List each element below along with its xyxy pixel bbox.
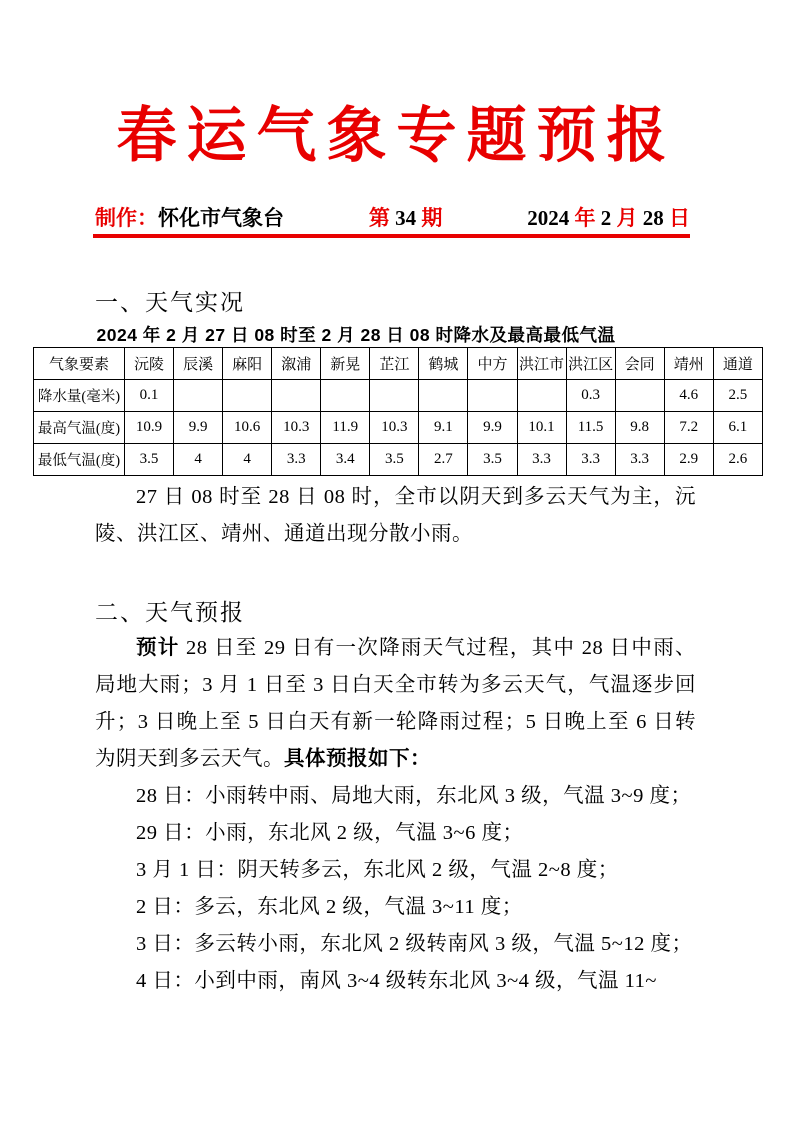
section1-heading: 一、天气实况 — [95, 289, 245, 315]
table-row — [34, 444, 763, 476]
table-header-row — [34, 348, 763, 380]
table-cell: 3.5 — [125, 444, 174, 476]
table-row — [34, 412, 763, 444]
table-cell: 2.9 — [664, 444, 713, 476]
table-cell — [370, 380, 419, 412]
date-part: 2024 — [527, 206, 575, 230]
table-title: 2024 年 2 月 27 日 08 时至 2 月 28 日 08 时降水及最高最低气温 — [96, 325, 616, 345]
table-cell: 3.4 — [321, 444, 370, 476]
row-label-cell: 降水量(毫米) — [34, 380, 125, 412]
row-label-cell: 最低气温(度) — [34, 444, 125, 476]
table-cell: 4 — [223, 444, 272, 476]
table-cell: 2.6 — [713, 444, 762, 476]
table-header-cell: 麻阳 — [223, 348, 272, 380]
table-cell — [174, 380, 223, 412]
issue-number — [369, 202, 443, 232]
red-divider-rule — [93, 234, 690, 238]
table-cell: 3.5 — [468, 444, 517, 476]
table-cell: 9.9 — [468, 412, 517, 444]
weather-table — [33, 347, 763, 476]
masthead — [95, 202, 690, 232]
table-header-cell: 中方 — [468, 348, 517, 380]
table-cell — [615, 380, 664, 412]
document-title: 春运气象专题预报 — [116, 103, 677, 169]
section1-paragraph: 27 日 08 时至 28 日 08 时，全市以阴天到多云天气为主，沅陵、洪江区、靖州、通道出现分散小雨。 — [95, 486, 696, 545]
table-cell — [468, 380, 517, 412]
intro-segment: 预计 — [136, 637, 180, 659]
table-cell: 10.6 — [223, 412, 272, 444]
table-cell: 3.5 — [370, 444, 419, 476]
table-cell: 11.9 — [321, 412, 370, 444]
table-cell: 9.9 — [174, 412, 223, 444]
date-part: 月 — [616, 206, 638, 230]
table-cell: 11.5 — [566, 412, 615, 444]
table-header-cell: 洪江市 — [517, 348, 566, 380]
table-cell: 9.8 — [615, 412, 664, 444]
forecast-line: 4 日：小到中雨，南风 3~4 级转东北风 3~4 级，气温 11~ — [136, 970, 658, 992]
table-header-cell: 会同 — [615, 348, 664, 380]
forecast-line: 3 日：多云转小雨，东北风 2 级转南风 3 级，气温 5~12 度； — [136, 933, 693, 955]
producer — [95, 202, 284, 232]
table-header-cell: 洪江区 — [566, 348, 615, 380]
table-cell: 10.1 — [517, 412, 566, 444]
table-cell: 2.5 — [713, 380, 762, 412]
forecast-intro — [95, 630, 696, 778]
table-cell: 3.3 — [517, 444, 566, 476]
table-cell — [223, 380, 272, 412]
table-cell: 0.1 — [125, 380, 174, 412]
producer-label: 制作： — [95, 206, 158, 230]
table-row — [34, 380, 763, 412]
table-cell: 2.7 — [419, 444, 468, 476]
table-cell: 10.3 — [370, 412, 419, 444]
table-cell — [517, 380, 566, 412]
forecast-line: 29 日：小雨，东北风 2 级，气温 3~6 度； — [136, 822, 524, 844]
date-part: 2 — [595, 206, 617, 230]
issue-prefix: 第 — [368, 206, 390, 230]
table-cell: 10.9 — [125, 412, 174, 444]
issue-value: 34 — [389, 206, 422, 230]
table-cell: 10.3 — [272, 412, 321, 444]
section2-heading: 二、天气预报 — [95, 599, 245, 625]
table-cell: 7.2 — [664, 412, 713, 444]
table-cell — [419, 380, 468, 412]
table-cell: 4 — [174, 444, 223, 476]
issue-suffix: 期 — [421, 206, 443, 230]
intro-segment: 28 日至 29 日有一次降雨天气过程，其中 28 日中雨、局地大雨；3 月 1 日至 3 日白天全市转为多云天气，气温逐步回升；3 日晚上至 5 日白天有新一轮降雨过程；5 日晚上至 6 日转为阴天到多云天气。 — [95, 637, 697, 770]
forecast-line: 2 日：多云，东北风 2 级，气温 3~11 度； — [136, 896, 523, 918]
table-header-cell: 辰溪 — [174, 348, 223, 380]
table-cell: 3.3 — [272, 444, 321, 476]
table-cell — [321, 380, 370, 412]
table-cell: 3.3 — [566, 444, 615, 476]
table-cell: 4.6 — [664, 380, 713, 412]
table-header-cell: 溆浦 — [272, 348, 321, 380]
row-label-cell: 最高气温(度) — [34, 412, 125, 444]
table-cell — [272, 380, 321, 412]
masthead-date — [527, 202, 690, 232]
date-part: 28 — [637, 206, 669, 230]
table-cell: 9.1 — [419, 412, 468, 444]
date-part: 年 — [574, 206, 596, 230]
table-cell: 6.1 — [713, 412, 762, 444]
forecast-list — [95, 778, 735, 1000]
forecast-line: 3 月 1 日：阴天转多云，东北风 2 级，气温 2~8 度； — [136, 859, 619, 881]
intro-segment: 具体预报如下： — [284, 748, 431, 770]
table-header-cell: 新晃 — [321, 348, 370, 380]
table-cell: 0.3 — [566, 380, 615, 412]
table-cell: 3.3 — [615, 444, 664, 476]
table-header-cell: 鹤城 — [419, 348, 468, 380]
table-header-cell: 通道 — [713, 348, 762, 380]
forecast-line: 28 日：小雨转中雨、局地大雨，东北风 3 级，气温 3~9 度； — [136, 785, 692, 807]
table-header-cell: 芷江 — [370, 348, 419, 380]
table-header-cell: 气象要素 — [34, 348, 125, 380]
table-header-cell: 靖州 — [664, 348, 713, 380]
table-header-cell: 沅陵 — [125, 348, 174, 380]
producer-value: 怀化市气象台 — [158, 206, 284, 230]
date-part: 日 — [669, 206, 690, 230]
